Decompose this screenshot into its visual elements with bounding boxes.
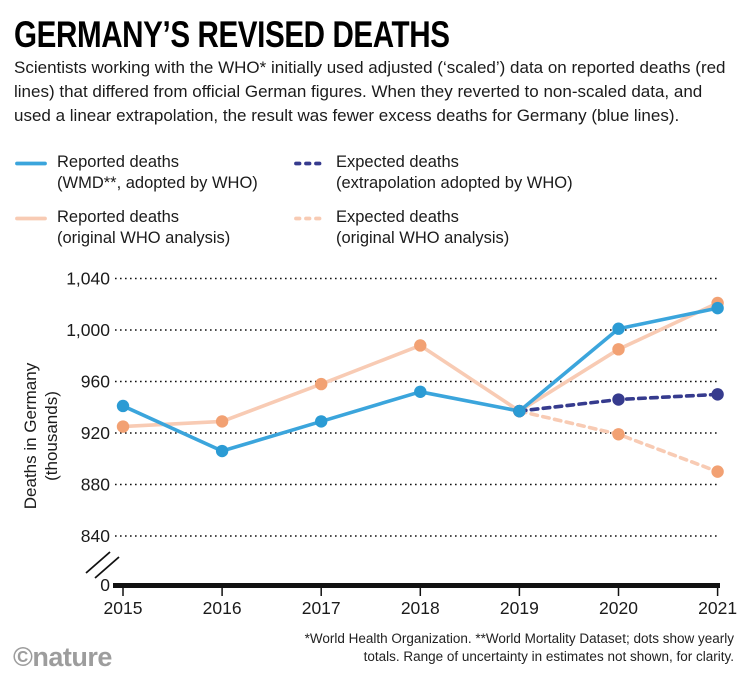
legend-item-expected-original	[293, 207, 653, 249]
data-point	[414, 339, 426, 351]
legend-label: Expected deaths (extrapolation adopted by WHO)	[336, 153, 573, 192]
series-line	[123, 303, 718, 427]
y-axis-title: Deaths in Germany (thousands)	[21, 362, 61, 510]
data-point	[612, 343, 624, 355]
legend	[14, 152, 653, 249]
y-tick-label: 1,040	[66, 268, 110, 289]
legend-item-reported-wmd	[14, 152, 293, 194]
legend-swatch-solid-blue-icon	[14, 159, 48, 168]
legend-item-reported-original	[14, 207, 293, 249]
x-tick-label: 2021	[698, 598, 738, 618]
data-point	[612, 323, 624, 335]
legend-swatch-solid-peach-icon	[14, 214, 48, 223]
legend-label: Reported deaths (WMD**, adopted by WHO)	[57, 153, 258, 192]
x-tick-label: 2018	[400, 598, 440, 618]
legend-label: Expected deaths (original WHO analysis)	[336, 208, 510, 247]
x-axis-line	[113, 583, 720, 588]
legend-label: Reported deaths (original WHO analysis)	[57, 208, 231, 247]
data-point	[711, 388, 723, 400]
data-point	[612, 428, 624, 440]
legend-swatch-dashed-peach-icon	[293, 214, 327, 223]
data-point	[315, 415, 327, 427]
footnote: *World Health Organization. **World Mortality Dataset; dots show yearly totals. Range of uncertainty in estimates not shown, for clarity.	[304, 631, 734, 664]
y-tick-label: 920	[80, 423, 110, 443]
x-tick-label: 2017	[301, 598, 341, 618]
x-tick-label: 2015	[103, 598, 143, 618]
legend-item-expected-who	[293, 152, 653, 194]
axis-break-icon	[86, 552, 110, 573]
page-title: GERMANY’S REVISED DEATHS	[14, 14, 450, 55]
y-tick-label: 840	[80, 526, 110, 546]
y-zero-label: 0	[100, 575, 110, 595]
data-point	[216, 415, 228, 427]
nature-logo: ©nature	[13, 642, 112, 672]
chart-intro: Scientists working with the WHO* initially used adjusted (‘scaled’) data on reported deaths (red lines) that differed from official German figures. When they reverted to non-scaled data, and used a linear extrapolation, the result was fewer excess deaths for Germany (blue lines).	[14, 58, 726, 126]
x-tick-label: 2016	[202, 598, 242, 618]
data-point	[513, 405, 525, 417]
data-point	[216, 445, 228, 457]
y-tick-label: 880	[80, 474, 110, 495]
data-point	[414, 386, 426, 398]
x-tick-label: 2019	[499, 598, 539, 618]
series-line	[519, 411, 717, 472]
x-tick-label: 2020	[599, 598, 638, 618]
y-tick-label: 960	[80, 371, 110, 392]
data-point	[315, 378, 327, 390]
data-point	[711, 465, 723, 477]
data-point	[612, 393, 624, 405]
data-point	[117, 420, 129, 432]
data-point	[711, 302, 723, 314]
y-tick-label: 1,000	[66, 320, 110, 340]
chart-canvas	[0, 250, 751, 628]
data-point	[117, 400, 129, 412]
legend-swatch-dashed-navy-icon	[293, 159, 327, 168]
